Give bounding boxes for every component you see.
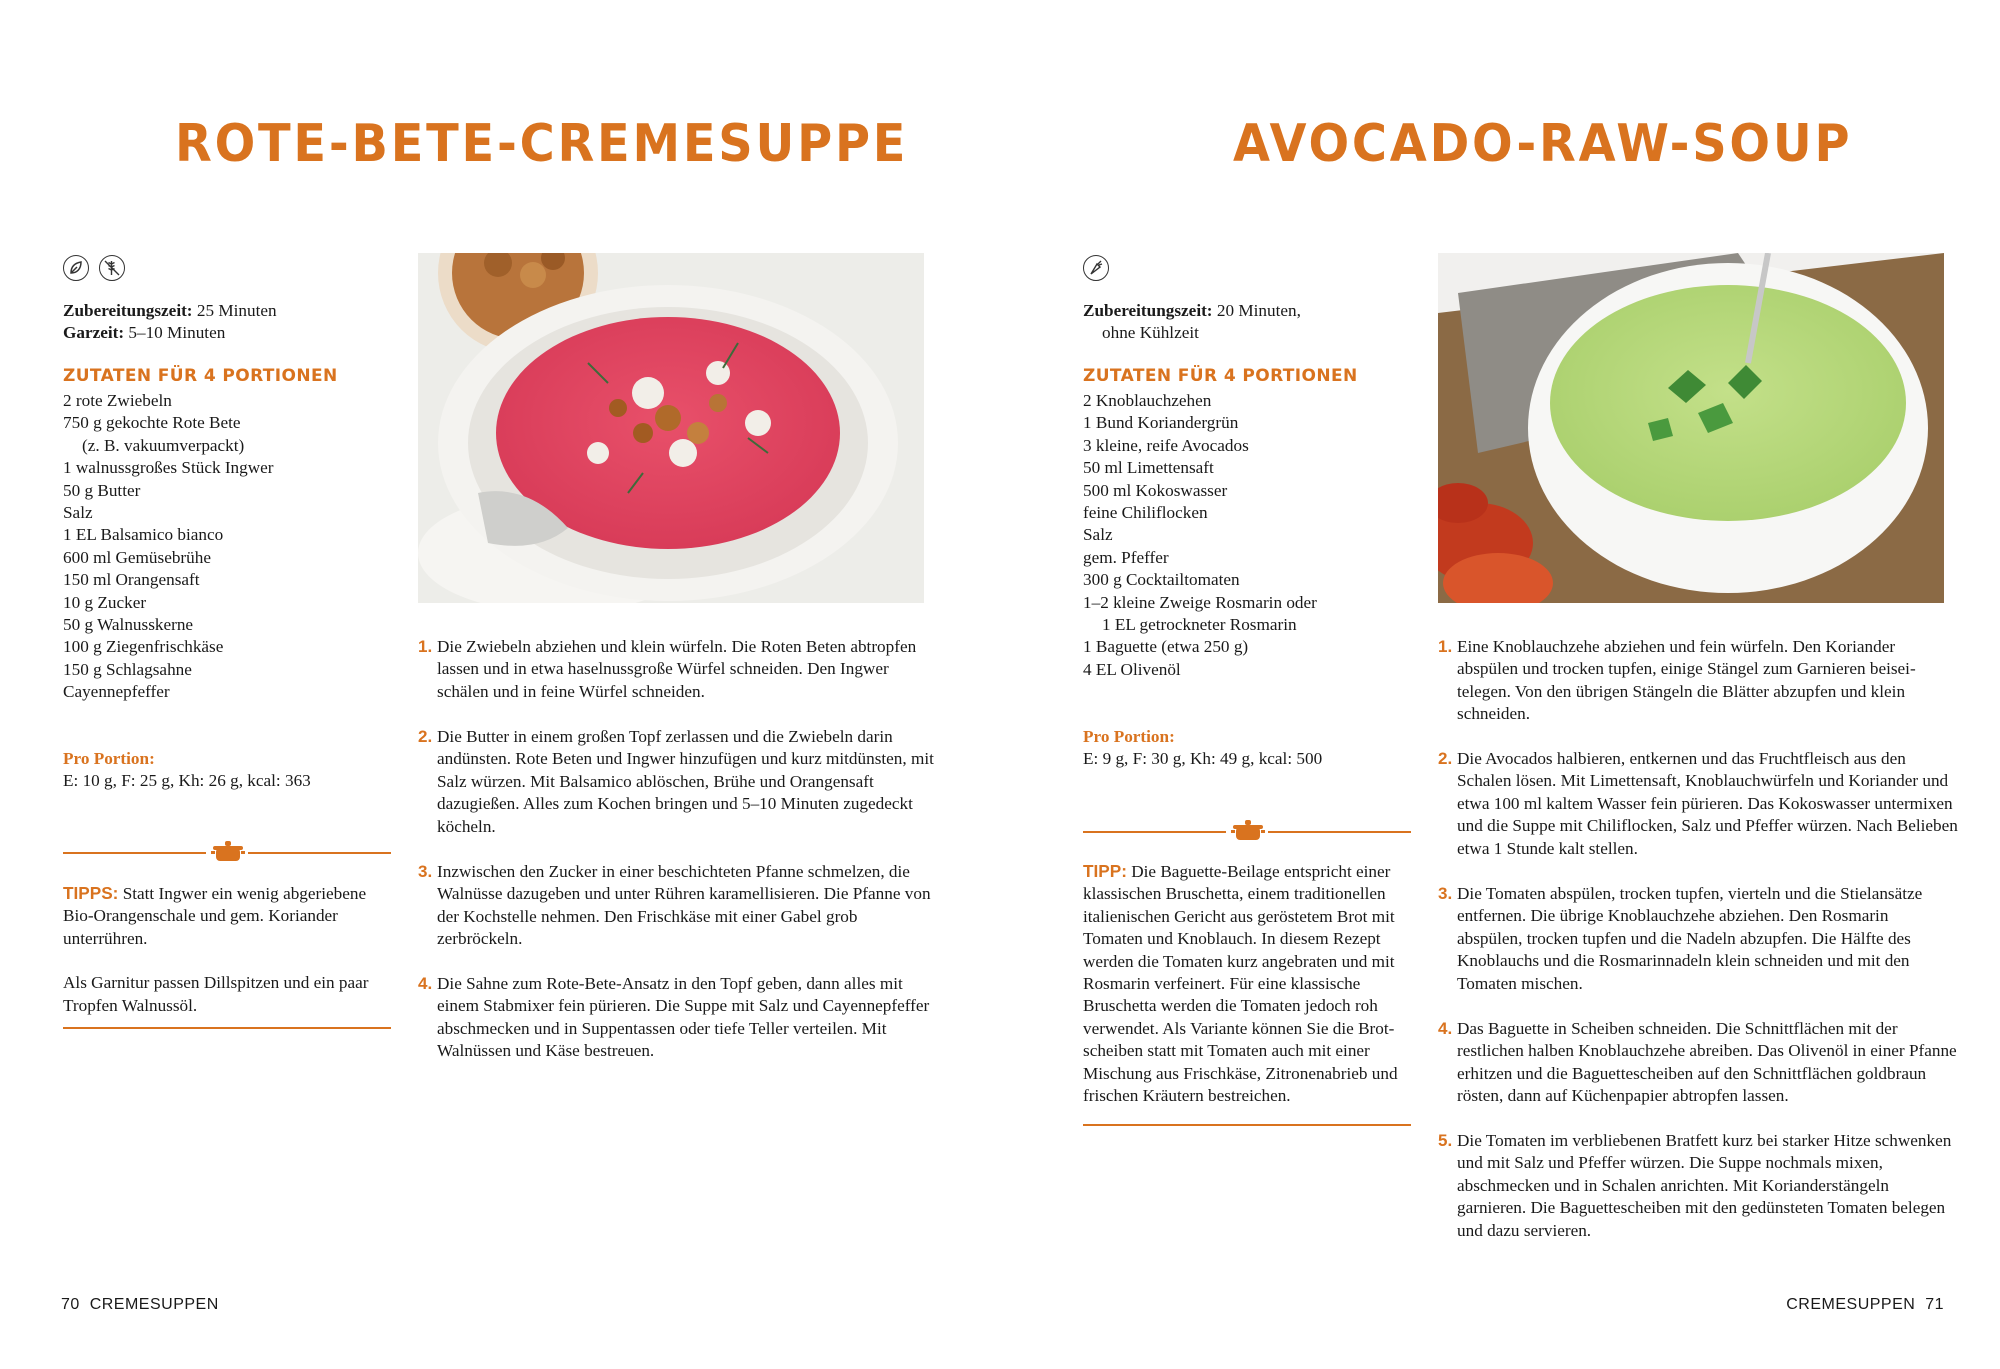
ingredient: Salz bbox=[1083, 525, 1113, 545]
ingredient: Cayennepfeffer bbox=[63, 682, 170, 702]
right-ingredients-list bbox=[1083, 390, 1403, 681]
step-number: 4. bbox=[418, 974, 433, 993]
portion-label: Pro Portion: bbox=[63, 749, 155, 768]
ingredient: 50 g Walnusskerne bbox=[63, 615, 194, 635]
left-step-1 bbox=[418, 636, 938, 703]
step-number: 5. bbox=[1438, 1131, 1453, 1150]
step-number: 3. bbox=[1438, 884, 1453, 903]
left-times bbox=[63, 300, 363, 345]
step-text: Die Butter in einem großen Topf zerlassen und die Zwiebeln darin andünsten. Rote Beten und Ingwer hinzufügen und kurz mitdünsten, mit Salz würzen. Mit Balsamico ablöschen, Brühe und Orangensaft dazugießen. Alles zum Kochen bringen und 5–10 Minuten zugedeckt köcheln. bbox=[437, 727, 934, 836]
ingredient: 1 walnussgroßes Stück Ingwer bbox=[63, 458, 274, 478]
right-step-5 bbox=[1438, 1130, 1958, 1242]
ingredient: 2 rote Zwiebeln bbox=[63, 391, 172, 410]
ingredient: Salz bbox=[63, 503, 93, 523]
tip-paragraph: TIPP: Die Baguette-Beilage entspricht einer klassischen Bruschetta, einem traditionellen italienischen Gericht aus geröstetem Brot mit Tomaten und Knoblauch. In diesem Rezept werden die Tomaten kurz angebraten und mit Rosmarin verfeinert. Für eine klassische Bruschetta werden die Tomaten jedoch roh verwendet. Als Variante können Sie die Brotscheiben statt mit Tomaten auch mit einer Mischung aus Frischkäse, Zitronenabrieb und frischen Kräutern bestreichen. bbox=[1083, 861, 1398, 1106]
step-text: Die Sahne zum Rote-Bete-Ansatz in den Topf geben, dann alles mit einem Stabmixer fein pürieren. Die Suppe mit Salz und Cayennepfeffer abschmecken und in Suppentassen oder tiefe Teller verteilen. Mit Walnüssen und Käse bestreuen. bbox=[437, 974, 930, 1061]
step-text: Die Tomaten abspülen, trocken tupfen, vierteln und die Stielansätze entfernen. Die übrige Knoblauchzehe abziehen. Den Rosmarin abspülen, trocken tupfen und die Nadeln abzupfen. Die Hälfte des Knoblauchs und die Rosmarinnadeln klein schneiden und mit den Tomaten mischen. bbox=[1457, 884, 1923, 993]
left-step-3 bbox=[418, 861, 938, 951]
step-number: 3. bbox=[418, 862, 433, 881]
carrot-icon bbox=[1083, 255, 1109, 281]
ingredient: gem. Pfeffer bbox=[1083, 547, 1169, 567]
step-number: 2. bbox=[418, 727, 433, 746]
tip-paragraph: Als Garnitur passen Dillspitzen und ein paar Tropfen Walnussöl. bbox=[63, 973, 369, 1015]
ingredient: 500 ml Kokoswasser bbox=[1083, 480, 1228, 500]
left-step-2 bbox=[418, 726, 938, 838]
pot-icon bbox=[1230, 817, 1266, 850]
step-number: 1. bbox=[1438, 637, 1453, 656]
avocado-soup-photo bbox=[1438, 253, 1944, 603]
right-step-3 bbox=[1438, 883, 1958, 995]
right-divider bbox=[1083, 831, 1226, 833]
right-step-4 bbox=[1438, 1018, 1958, 1108]
step-text: Das Baguette in Scheiben schneiden. Die Schnittflächen mit der restlichen halben Knoblauchzehe abreiben. Das Olivenöl in einer Pfanne erhitzen und die Baguettescheiben auf den Schnittflächen goldbraun rösten, dann auf Küchenpapier abtropfen lassen. bbox=[1457, 1019, 1957, 1106]
left-nutrition bbox=[63, 748, 383, 793]
left-ingredients-list bbox=[63, 390, 363, 704]
ingredient: 1 Baguette (etwa 250 g) bbox=[1083, 637, 1249, 657]
prep-time: Zubereitungszeit: 25 Minuten bbox=[63, 301, 277, 320]
step-number: 1. bbox=[418, 637, 433, 656]
ingredient: 4 EL Olivenöl bbox=[1083, 659, 1181, 679]
right-nutrition bbox=[1083, 726, 1403, 771]
gluten-free-icon bbox=[99, 255, 125, 281]
ingredient: 150 ml Orangensaft bbox=[63, 570, 200, 590]
right-step-2 bbox=[1438, 748, 1958, 860]
ingredient: 150 g Schlagsahne bbox=[63, 659, 192, 679]
step-number: 2. bbox=[1438, 749, 1453, 768]
right-step-1 bbox=[1438, 636, 1958, 726]
right-ingredients-heading: ZUTATEN FÜR 4 PORTIONEN bbox=[1083, 366, 1358, 386]
step-text: Die Zwiebeln abziehen und klein würfeln. Die Roten Beten abtropfen lassen und in etwa haselnussgroße Würfel schneiden. Den Ingwer schälen und in feine Würfel schneiden. bbox=[437, 637, 917, 701]
left-recipe-title: ROTE-BETE-CREMESUPPE bbox=[175, 114, 909, 174]
ingredient: feine Chiliflocken bbox=[1083, 503, 1208, 523]
portion-value: E: 9 g, F: 30 g, Kh: 49 g, kcal: 500 bbox=[1083, 749, 1323, 769]
left-step-4 bbox=[418, 973, 938, 1063]
ingredient: 1–2 kleine Zweige Rosmarin oder bbox=[1083, 592, 1317, 612]
left-ingredients-heading: ZUTATEN FÜR 4 PORTIONEN bbox=[63, 366, 338, 386]
ingredient: 50 ml Limettensaft bbox=[1083, 458, 1214, 478]
section-name: CREMESUPPEN bbox=[1786, 1296, 1916, 1313]
step-number: 4. bbox=[1438, 1019, 1453, 1038]
right-tips-end-divider bbox=[1083, 1124, 1411, 1126]
step-text: Inzwischen den Zucker in einer beschichteten Pfanne schmelzen, die Walnüsse dazugeben und unter Rühren karamellisieren. Die Pfanne von der Kochstelle nehmen. Den Frischkäse mit einer Gabel grob zerbröckeln. bbox=[437, 862, 931, 949]
ingredient: 100 g Ziegenfrischkäse bbox=[63, 637, 224, 657]
section-name: CREMESUPPEN bbox=[89, 1296, 219, 1313]
ingredient: 1 EL Balsamico bianco bbox=[63, 525, 224, 545]
step-text: Eine Knoblauchzehe abziehen und fein würfeln. Den Koriander abspülen und trocken tupfen, einige Stängel zum Garnieren beiseitelegen. Von den übrigen Stängeln die Blätter abzupfen und klein schneiden. bbox=[1457, 637, 1916, 724]
left-divider bbox=[63, 852, 206, 854]
right-divider bbox=[1268, 831, 1411, 833]
ingredient: 10 g Zucker bbox=[63, 592, 147, 612]
prep-time: Zubereitungszeit: 20 Minuten, bbox=[1083, 301, 1301, 320]
page-number: 70 bbox=[61, 1296, 80, 1313]
ingredient: 300 g Cocktailtomaten bbox=[1083, 570, 1240, 590]
left-tips bbox=[63, 882, 393, 1017]
right-tips bbox=[1083, 860, 1416, 1107]
ingredient: 600 ml Gemüsebrühe bbox=[63, 547, 211, 567]
tip-paragraph: TIPPS: Statt Ingwer ein wenig abgeriebene Bio-Orangenschale und gem. Koriander unterrühren. bbox=[63, 883, 367, 948]
right-folio bbox=[1786, 1296, 1944, 1314]
right-recipe-title: AVOCADO-RAW-SOUP bbox=[1233, 114, 1853, 174]
cook-time: Garzeit: 5–10 Minuten bbox=[63, 323, 226, 343]
left-divider bbox=[248, 852, 391, 854]
ingredient: 1 Bund Koriandergrün bbox=[1083, 413, 1239, 433]
ingredient: 50 g Butter bbox=[63, 480, 141, 500]
left-tips-end-divider bbox=[63, 1027, 391, 1029]
portion-value: E: 10 g, F: 25 g, Kh: 26 g, kcal: 363 bbox=[63, 771, 311, 791]
leaf-icon bbox=[63, 255, 89, 281]
ingredient: 750 g gekochte Rote Bete bbox=[63, 413, 241, 433]
ingredient: 1 EL getrockneter Rosmarin bbox=[1102, 615, 1297, 635]
pot-icon bbox=[210, 838, 246, 871]
prep-time-note: ohne Kühlzeit bbox=[1102, 323, 1199, 343]
left-folio bbox=[61, 1296, 219, 1314]
ingredient: 3 kleine, reife Avocados bbox=[1083, 435, 1249, 455]
right-times bbox=[1083, 300, 1403, 345]
ingredient: 2 Knoblauchzehen bbox=[1083, 391, 1212, 410]
ingredient: (z. B. vakuumverpackt) bbox=[82, 435, 245, 455]
page-number: 71 bbox=[1925, 1296, 1944, 1313]
portion-label: Pro Portion: bbox=[1083, 727, 1175, 746]
step-text: Die Tomaten im verbliebenen Bratfett kurz bei starker Hitze schwenken und mit Salz und Pfeffer würzen. Die Suppe nochmals mixen, abschmecken und in Schalen anrichten. Mit Korianderstängeln garnieren. Die Baguettescheiben mit den gedünsteten Tomaten belegen und dazu servieren. bbox=[1457, 1131, 1952, 1240]
step-text: Die Avocados halbieren, entkernen und das Fruchtfleisch aus den Schalen lösen. Mit Limettensaft, Knoblauchwürfeln und Koriander und etwa 100 ml kaltem Wasser fein pürieren. Das Kokoswasser untermixen und die Suppe mit Chiliflocken, Salz und Pfeffer würzen. Nach Belieben etwa 1 Stunde kalt stellen. bbox=[1457, 749, 1958, 858]
beet-soup-photo bbox=[418, 253, 924, 603]
